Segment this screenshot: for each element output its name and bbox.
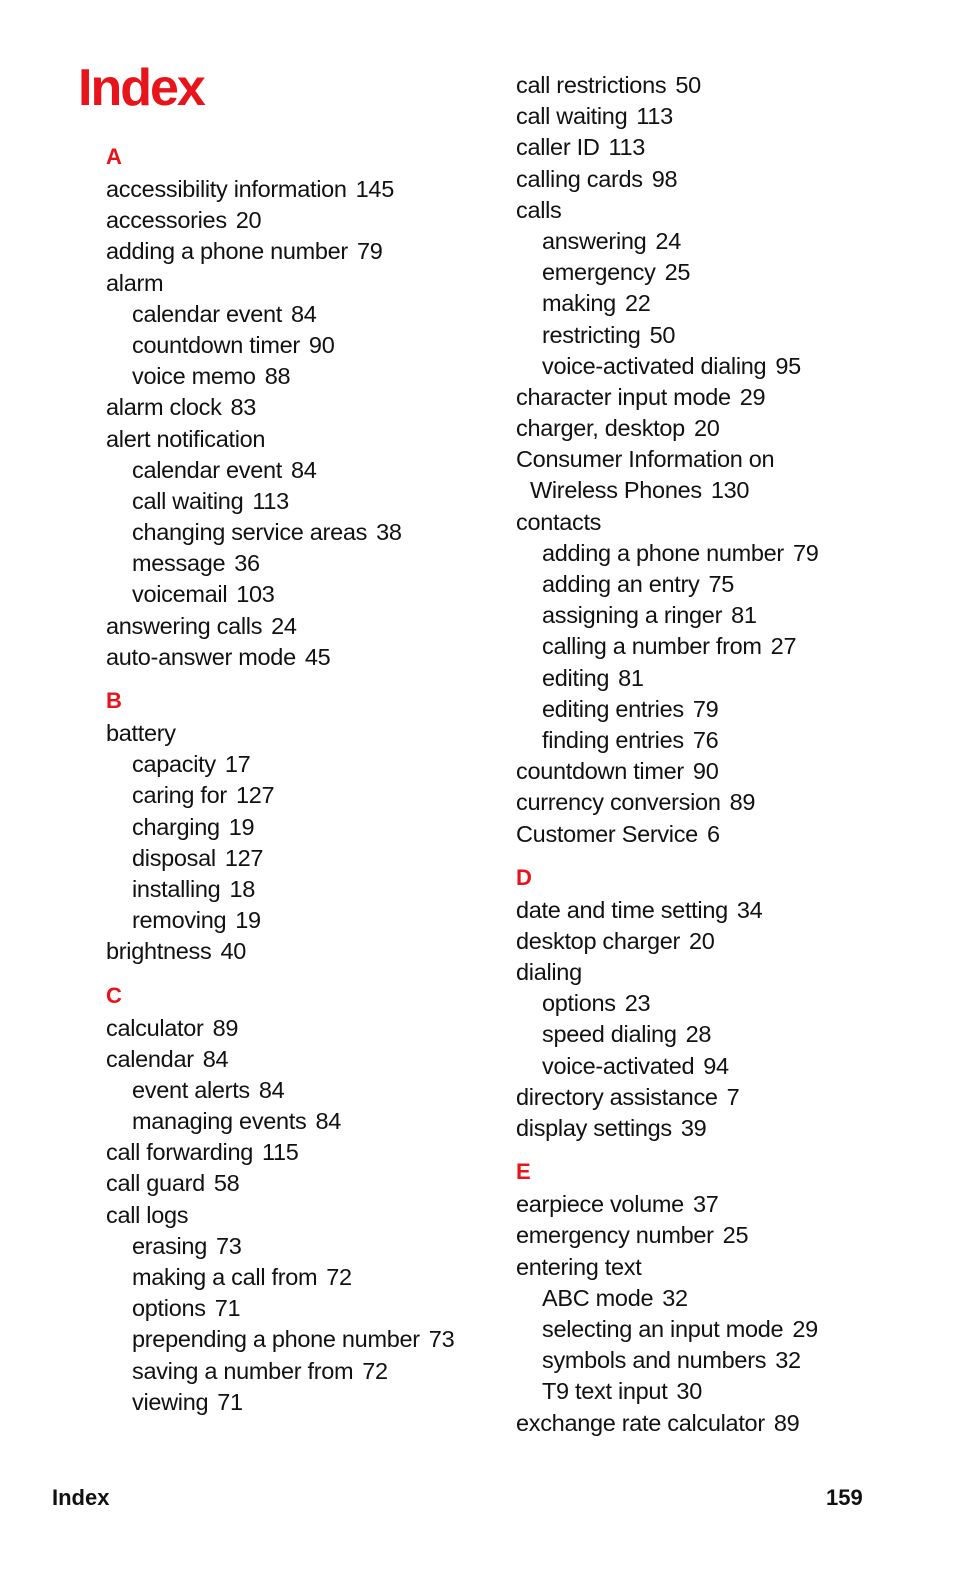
index-page-ref: 76 [692, 726, 719, 753]
index-term: ABC mode [542, 1284, 654, 1311]
index-subentry [516, 725, 936, 756]
index-entry [516, 195, 936, 226]
index-term: event alerts [132, 1076, 250, 1103]
index-term: brightness [106, 938, 212, 965]
index-term: voicemail [132, 581, 228, 608]
index-section-letter: E [516, 1159, 531, 1185]
index-subentry [106, 1075, 506, 1106]
index-subentry [106, 749, 506, 780]
index-page-ref: 24 [271, 612, 297, 639]
page-title: Index [78, 59, 204, 117]
index-entry [106, 392, 506, 423]
index-entry [516, 475, 936, 506]
index-term: voice memo [132, 363, 256, 390]
index-entry [516, 507, 936, 538]
index-page-ref: 145 [355, 176, 394, 202]
index-page-ref: 72 [362, 1357, 388, 1384]
index-page-ref: 18 [229, 875, 255, 902]
index-page-ref: 6 [706, 820, 720, 847]
index-term: prepending a phone number [132, 1326, 420, 1353]
index-term: alarm clock [106, 394, 222, 421]
index-page-ref: 90 [692, 758, 719, 785]
index-page-ref: 113 [608, 134, 646, 161]
index-page-ref: 89 [773, 1409, 800, 1436]
index-page-ref: 19 [228, 813, 255, 840]
index-entry [106, 424, 506, 455]
index-subentry [106, 1293, 506, 1324]
index-page-ref: 84 [290, 300, 317, 327]
index-term: call restrictions [516, 72, 667, 98]
index-entry [516, 957, 936, 988]
index-term: erasing [132, 1232, 207, 1259]
index-term: calendar event [132, 456, 282, 483]
index-term: battery [106, 720, 176, 746]
index-term: calling cards [516, 165, 643, 192]
index-term: call forwarding [106, 1139, 254, 1166]
index-page-ref: 79 [356, 238, 383, 265]
index-subentry [516, 988, 936, 1019]
index-term: managing events [132, 1108, 307, 1135]
index-term: charging [132, 813, 220, 840]
index-term: caring for [132, 782, 227, 809]
index-page-ref: 71 [214, 1295, 241, 1322]
index-subentry [106, 1324, 506, 1355]
index-term: symbols and numbers [542, 1347, 767, 1374]
index-term: selecting an input mode [542, 1315, 784, 1342]
index-subentry [516, 631, 936, 662]
index-page-ref: 79 [692, 695, 719, 722]
index-subentry [106, 330, 506, 361]
index-subentry [106, 812, 506, 843]
index-entry [516, 101, 936, 132]
index-page-ref: 23 [624, 990, 651, 1017]
index-subentry [106, 1231, 506, 1262]
index-entry [106, 174, 506, 205]
index-entry [106, 1013, 506, 1044]
index-term: changing service areas [132, 519, 368, 546]
index-page-ref: 113 [252, 487, 289, 514]
index-page-ref: 98 [651, 165, 678, 192]
index-term: date and time setting [516, 896, 728, 923]
index-term: installing [132, 875, 221, 902]
index-entry [516, 382, 936, 413]
index-term: making [542, 290, 616, 317]
index-page-ref: 103 [236, 581, 275, 608]
index-term: call logs [106, 1201, 189, 1228]
index-page-ref: 27 [770, 633, 797, 660]
index-page-ref: 89 [212, 1014, 239, 1041]
index-term: viewing [132, 1388, 209, 1415]
index-subentry [516, 351, 936, 382]
index-entry [516, 1113, 936, 1144]
index-subentry [106, 874, 506, 905]
index-page-ref: 39 [680, 1115, 707, 1141]
index-term: calculator [106, 1014, 204, 1041]
index-term: exchange rate calculator [516, 1409, 765, 1436]
index-term: Wireless Phones [530, 477, 702, 504]
index-page-ref: 34 [736, 896, 763, 923]
index-subentry [106, 1356, 506, 1387]
index-page-ref: 25 [722, 1222, 749, 1249]
index-term: alert notification [106, 425, 266, 452]
index-entry [516, 926, 936, 957]
index-page-ref: 38 [376, 519, 402, 546]
index-entry [106, 1168, 506, 1199]
index-term: accessories [106, 207, 227, 234]
index-column-left [106, 140, 506, 1418]
index-subentry [106, 299, 506, 330]
index-subentry [106, 1262, 506, 1293]
index-page-ref: 113 [636, 103, 673, 130]
index-page-ref: 32 [662, 1284, 688, 1311]
index-term: countdown timer [516, 758, 684, 785]
index-term: removing [132, 907, 227, 934]
index-page-ref: 115 [262, 1139, 299, 1166]
index-subentry [106, 905, 506, 936]
index-term: adding an entry [542, 571, 700, 597]
index-term: alarm [106, 269, 164, 296]
index-term: calls [516, 196, 562, 223]
index-entry [106, 718, 506, 749]
index-page-ref: 25 [664, 259, 691, 286]
index-page-ref: 20 [235, 207, 262, 234]
index-term: entering text [516, 1253, 642, 1280]
index-subentry [516, 569, 936, 600]
index-subentry [516, 1314, 936, 1345]
index-subentry [516, 538, 936, 569]
index-page-ref: 30 [676, 1378, 702, 1405]
index-page-ref: 75 [708, 571, 735, 597]
index-page-ref: 81 [618, 664, 644, 691]
index-term: accessibility information [106, 176, 347, 202]
index-page-ref: 36 [234, 550, 260, 577]
index-page-ref: 71 [217, 1388, 243, 1415]
index-term: emergency [542, 259, 656, 286]
index-page-ref: 20 [693, 415, 720, 442]
index-term: auto-answer mode [106, 643, 296, 670]
index-term: making a call from [132, 1264, 318, 1290]
index-subentry [106, 843, 506, 874]
index-term: assigning a ringer [542, 602, 723, 629]
index-entry [516, 70, 936, 101]
index-term: adding a phone number [542, 539, 784, 566]
index-term: finding entries [542, 726, 684, 753]
index-term: contacts [516, 508, 602, 535]
index-page-ref: 84 [290, 456, 317, 483]
index-entry [106, 205, 506, 236]
index-page-ref: 19 [235, 907, 261, 934]
index-subentry [106, 548, 506, 579]
index-page-ref: 50 [675, 72, 701, 98]
index-page-ref: 90 [308, 331, 335, 358]
index-section-letter: A [106, 144, 122, 169]
index-term: display settings [516, 1115, 672, 1141]
index-entry [106, 1137, 506, 1168]
index-term: character input mode [516, 383, 731, 410]
index-subentry [106, 579, 506, 610]
index-subentry [516, 1283, 936, 1314]
index-page-ref: 40 [220, 938, 246, 965]
index-entry [516, 1252, 936, 1283]
index-term: editing entries [542, 695, 684, 722]
index-entry [106, 268, 506, 299]
footer-section-label: Index [52, 1485, 110, 1510]
index-subentry [516, 288, 936, 319]
index-page-ref: 73 [215, 1232, 242, 1259]
index-subentry [106, 455, 506, 486]
index-page-ref: 29 [739, 383, 766, 410]
index-subentry [516, 1051, 936, 1082]
index-entry [106, 642, 506, 673]
index-term: dialing [516, 959, 582, 986]
index-entry [516, 1220, 936, 1251]
index-term: Customer Service [516, 820, 698, 847]
index-term: answering calls [106, 612, 263, 639]
index-term: speed dialing [542, 1021, 677, 1048]
index-page-ref: 50 [649, 321, 676, 348]
index-subentry [516, 1019, 936, 1050]
index-subentry [106, 486, 506, 517]
index-term: T9 text input [542, 1378, 668, 1405]
index-page-ref: 88 [264, 363, 291, 390]
index-entry [106, 611, 506, 642]
index-page-ref: 32 [775, 1347, 801, 1374]
index-page-ref: 94 [703, 1052, 729, 1079]
index-entry [516, 1408, 936, 1439]
index-page-ref: 7 [726, 1083, 740, 1110]
index-page-ref: 83 [230, 394, 257, 421]
index-page-ref: 28 [685, 1021, 712, 1048]
index-term: editing [542, 664, 610, 691]
index-term: countdown timer [132, 331, 300, 358]
index-term: directory assistance [516, 1083, 718, 1110]
index-page-ref: 29 [792, 1315, 818, 1342]
index-subentry [516, 600, 936, 631]
index-term: capacity [132, 751, 216, 778]
index-term: Consumer Information on [516, 446, 775, 473]
index-subentry [106, 517, 506, 548]
index-page-ref: 127 [235, 782, 275, 809]
index-subentry [106, 1106, 506, 1137]
index-entry [516, 132, 936, 163]
index-page-ref: 22 [624, 290, 651, 317]
index-term: earpiece volume [516, 1191, 684, 1218]
index-entry [516, 819, 936, 850]
index-subentry [516, 320, 936, 351]
index-term: saving a number from [132, 1357, 354, 1384]
index-subentry [516, 663, 936, 694]
index-term: charger, desktop [516, 415, 685, 442]
index-term: options [132, 1295, 206, 1322]
index-term: call guard [106, 1170, 205, 1197]
index-term: currency conversion [516, 789, 721, 816]
index-term: calling a number from [542, 633, 762, 660]
index-page-ref: 37 [692, 1191, 719, 1218]
index-entry [516, 1082, 936, 1113]
index-page-ref: 17 [224, 751, 251, 778]
index-entry [516, 895, 936, 926]
index-page-ref: 45 [304, 643, 331, 670]
index-entry [106, 236, 506, 267]
index-subentry [106, 1387, 506, 1418]
index-term: options [542, 990, 616, 1017]
index-term: call waiting [516, 103, 628, 130]
index-entry [106, 1044, 506, 1075]
index-page-ref: 79 [792, 539, 819, 566]
index-page-ref: 89 [729, 789, 756, 816]
index-entry [516, 787, 936, 818]
index-term: caller ID [516, 134, 600, 161]
index-entry [516, 1189, 936, 1220]
index-term: calendar event [132, 300, 282, 327]
index-term: calendar [106, 1045, 194, 1072]
index-term: message [132, 550, 226, 577]
index-term: emergency number [516, 1222, 714, 1249]
index-page-ref: 95 [775, 352, 801, 379]
index-term: voice-activated [542, 1052, 695, 1079]
index-page-ref: 84 [258, 1076, 285, 1103]
index-page-ref: 81 [731, 602, 757, 629]
index-subentry [516, 1345, 936, 1376]
index-term: adding a phone number [106, 238, 348, 265]
index-term: answering [542, 227, 647, 254]
index-entry [516, 413, 936, 444]
index-term: voice-activated dialing [542, 352, 767, 379]
index-entry [106, 936, 506, 967]
index-term: disposal [132, 844, 216, 871]
index-page-ref: 20 [689, 927, 715, 954]
index-page-ref: 130 [710, 477, 750, 504]
index-section-letter: D [516, 864, 532, 890]
index-subentry [516, 226, 936, 257]
index-page-ref: 84 [315, 1108, 342, 1135]
index-page-ref: 24 [655, 227, 681, 254]
index-entry [106, 1200, 506, 1231]
index-term: restricting [542, 321, 641, 348]
index-term: call waiting [132, 487, 244, 514]
index-entry [516, 444, 936, 475]
index-subentry [106, 361, 506, 392]
index-section-letter: B [106, 688, 122, 713]
index-term: desktop charger [516, 927, 681, 954]
index-section-letter: C [106, 982, 122, 1008]
index-entry [516, 164, 936, 195]
index-page-ref: 58 [213, 1170, 240, 1197]
footer-page-number: 159 [826, 1485, 863, 1510]
index-subentry [516, 694, 936, 725]
index-subentry [516, 257, 936, 288]
index-entry [516, 756, 936, 787]
index-column-right [516, 70, 936, 1439]
index-page-ref: 127 [224, 844, 264, 871]
index-page-ref: 73 [428, 1326, 455, 1353]
index-subentry [516, 1376, 936, 1407]
index-subentry [106, 780, 506, 811]
index-page-ref: 72 [326, 1264, 352, 1290]
index-page-ref: 84 [202, 1045, 229, 1072]
